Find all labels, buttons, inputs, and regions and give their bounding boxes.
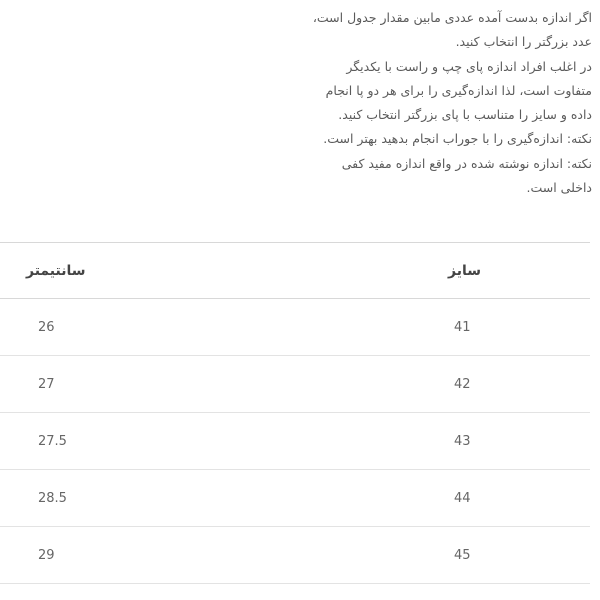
cell-centimeter: 29 — [0, 527, 446, 584]
cell-centimeter: 27.5 — [0, 413, 446, 470]
note-line: نکته: اندازه نوشته شده در واقع اندازه مفید کفی — [341, 155, 592, 171]
table-body — [0, 299, 590, 584]
header-size: سایز — [446, 243, 590, 299]
cell-size: 41 — [446, 299, 590, 356]
cell-centimeter: 27 — [0, 356, 446, 413]
size-chart-table — [0, 242, 590, 584]
note-line: داخلی است. — [526, 180, 592, 196]
cell-centimeter: 28.5 — [0, 470, 446, 527]
table-header-row — [0, 243, 590, 299]
size-guide-notes — [212, 6, 592, 200]
note-line: نکته: اندازه‌گیری را با جوراب انجام بدهید بهتر است. — [323, 131, 592, 147]
note-line: عدد بزرگتر را انتخاب کنید. — [455, 34, 592, 50]
table-header — [0, 243, 590, 299]
cell-size: 42 — [446, 356, 590, 413]
table-row — [0, 299, 590, 356]
table-row — [0, 527, 590, 584]
cell-size: 45 — [446, 527, 590, 584]
note-line: اگر اندازه بدست آمده عددی مابین مقدار جدول است، — [312, 10, 592, 25]
note-line: در اغلب افراد اندازه پای چپ و راست با یکدیگر — [346, 58, 592, 74]
table-row — [0, 413, 590, 470]
note-line: داده و سایز را متناسب با پای بزرگتر انتخاب کنید. — [338, 107, 592, 123]
header-centimeter: سانتیمتر — [0, 243, 446, 299]
table-row — [0, 470, 590, 527]
cell-centimeter: 26 — [0, 299, 446, 356]
cell-size: 44 — [446, 470, 590, 527]
note-line: متفاوت است، لذا اندازه‌گیری را برای هر دو پا انجام — [325, 82, 592, 98]
table-row — [0, 356, 590, 413]
cell-size: 43 — [446, 413, 590, 470]
